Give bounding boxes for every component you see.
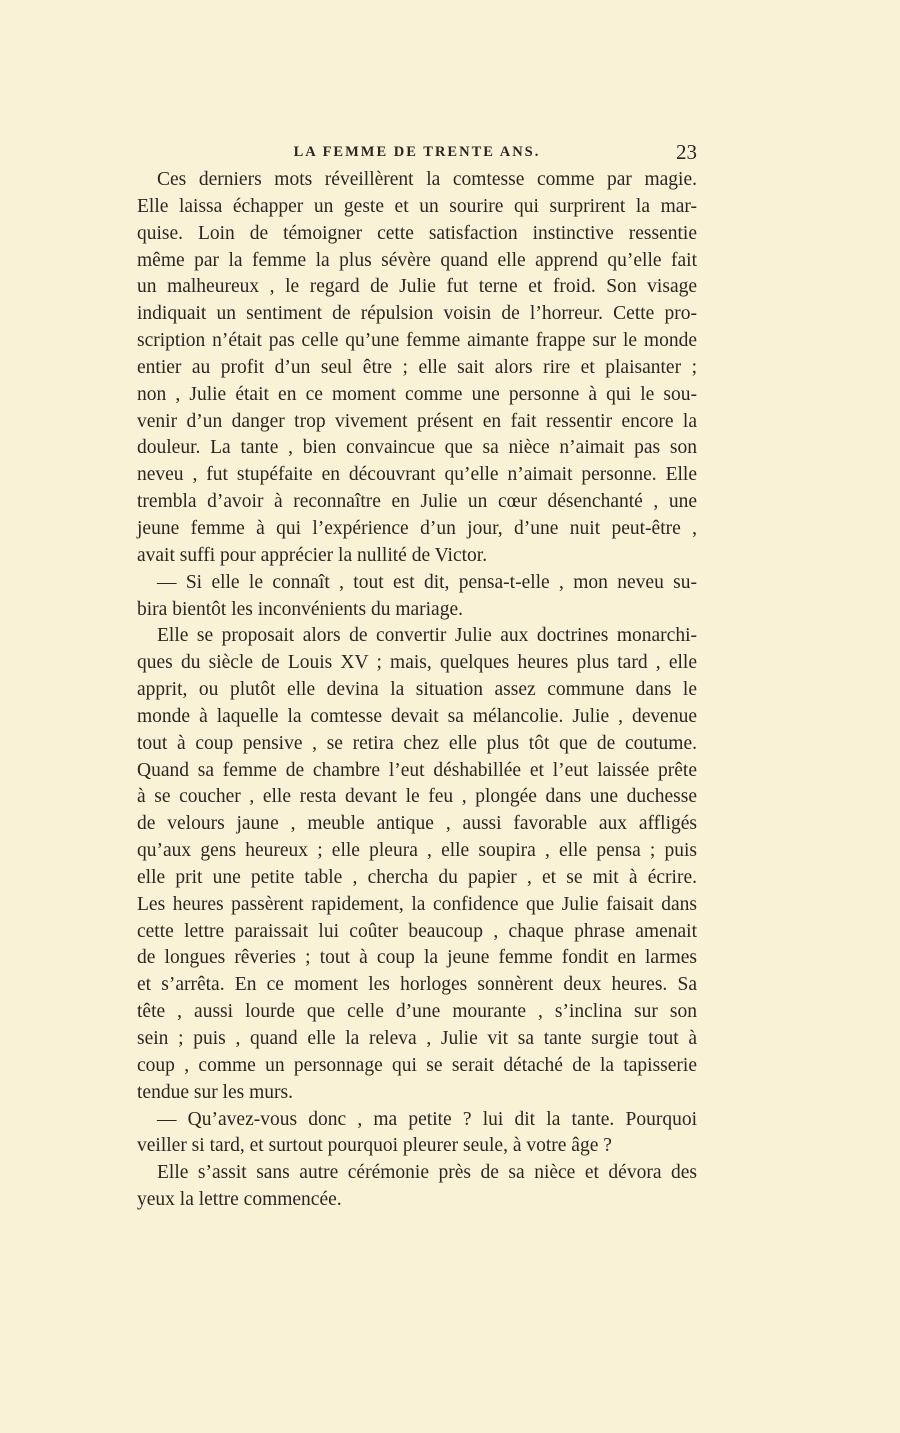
text-line: elle prit une petite table , chercha du papier , et se mit à écrire.	[137, 866, 697, 888]
text-line: indiquait un sentiment de répulsion voisin de l’horreur. Cette pro-	[137, 303, 697, 325]
text-line: de velours jaune , meuble antique , aussi favorable aux affligés	[137, 813, 697, 835]
text-line: qu’aux gens heureux ; elle pleura , elle soupira , elle pensa ; puis	[137, 840, 697, 862]
text-line: de longues rêveries ; tout à coup la jeune femme fondit en larmes	[137, 947, 697, 969]
paragraph	[137, 1107, 697, 1161]
paragraph	[137, 167, 697, 570]
text-line: Elle s’assit sans autre cérémonie près de sa nièce et dévora des	[157, 1162, 697, 1184]
text-line: neveu , fut stupéfaite en découvrant qu’elle n’aimait personne. Elle	[137, 464, 697, 486]
text-line: yeux la lettre commencée.	[137, 1189, 342, 1211]
text-line: Les heures passèrent rapidement, la confidence que Julie faisait dans	[137, 893, 697, 915]
text-line: sein ; puis , quand elle la releva , Julie vit sa tante surgie tout à	[137, 1028, 697, 1049]
text-line: ques du siècle de Louis XV ; mais, quelques heures plus tard , elle	[137, 652, 697, 674]
text-line: avait suffi pour apprécier la nullité de Victor.	[137, 544, 488, 566]
text-line: tout à coup pensive , se retira chez elle plus tôt que de coutume.	[137, 732, 697, 754]
text-line: monde à laquelle la comtesse devait sa mélancolie. Julie , devenue	[137, 705, 697, 727]
paragraph	[137, 623, 697, 1106]
text-line: quise. Loin de témoigner cette satisfaction instinctive ressentie	[137, 222, 697, 244]
text-line: tendue sur les murs.	[137, 1081, 293, 1103]
text-line: à se coucher , elle resta devant le feu , plongée dans une duchesse	[137, 786, 697, 808]
text-line: jeune femme à qui l’expérience d’un jour, d’une nuit peut-être ,	[137, 517, 697, 539]
text-line: cette lettre paraissait lui coûter beaucoup , chaque phrase amenait	[137, 920, 697, 942]
text-line: tête , aussi lourde que celle d’une mourante , s’inclina sur son	[137, 1001, 697, 1023]
text-line: douleur. La tante , bien convaincue que sa nièce n’aimait pas son	[137, 437, 697, 459]
text-line: Elle se proposait alors de convertir Julie aux doctrines monarchi-	[157, 625, 697, 647]
text-line: un malheureux , le regard de Julie fut terne et froid. Son visage	[137, 276, 697, 298]
text-line: trembla d’avoir à reconnaître en Julie un cœur désenchanté , une	[137, 491, 697, 513]
text-line: Ces derniers mots réveillèrent la comtesse comme par magie.	[157, 169, 697, 190]
text-line: — Qu’avez-vous donc , ma petite ? lui dit la tante. Pourquoi	[157, 1108, 697, 1130]
text-line: Elle laissa échapper un geste et un sourire qui surprirent la mar-	[137, 195, 697, 217]
text-line: Quand sa femme de chambre l’eut déshabillée et l’eut laissée prête	[137, 759, 697, 781]
text-line: entier au profit d’un seul être ; elle sait alors rire et plaisanter ;	[137, 356, 697, 378]
page-header	[137, 140, 697, 166]
text-line: et s’arrêta. En ce moment les horloges sonnèrent deux heures. Sa	[137, 974, 697, 996]
text-line: même par la femme la plus sévère quand elle apprend qu’elle fait	[137, 249, 697, 271]
body-text	[137, 167, 697, 1214]
text-line: coup , comme un personnage qui se serait détaché de la tapisserie	[137, 1054, 697, 1076]
paragraph	[137, 570, 697, 624]
text-line: apprit, ou plutôt elle devina la situation assez commune dans le	[137, 679, 697, 701]
text-line: venir d’un danger trop vivement présent en fait ressentir encore la	[137, 410, 697, 432]
running-title: LA FEMME DE TRENTE ANS.	[293, 144, 541, 160]
paragraph	[137, 1160, 697, 1214]
text-line: non , Julie était en ce moment comme une personne à qui le sou-	[137, 383, 697, 405]
text-line: veiller si tard, et surtout pourquoi pleurer seule, à votre âge ?	[137, 1135, 612, 1157]
text-line: — Si elle le connaît , tout est dit, pensa-t-elle , mon neveu su-	[157, 571, 697, 593]
text-line: scription n’était pas celle qu’une femme aimante frappe sur le monde	[137, 330, 697, 352]
page-number: 23	[676, 140, 697, 164]
text-line: bira bientôt les inconvénients du mariage.	[137, 598, 463, 620]
